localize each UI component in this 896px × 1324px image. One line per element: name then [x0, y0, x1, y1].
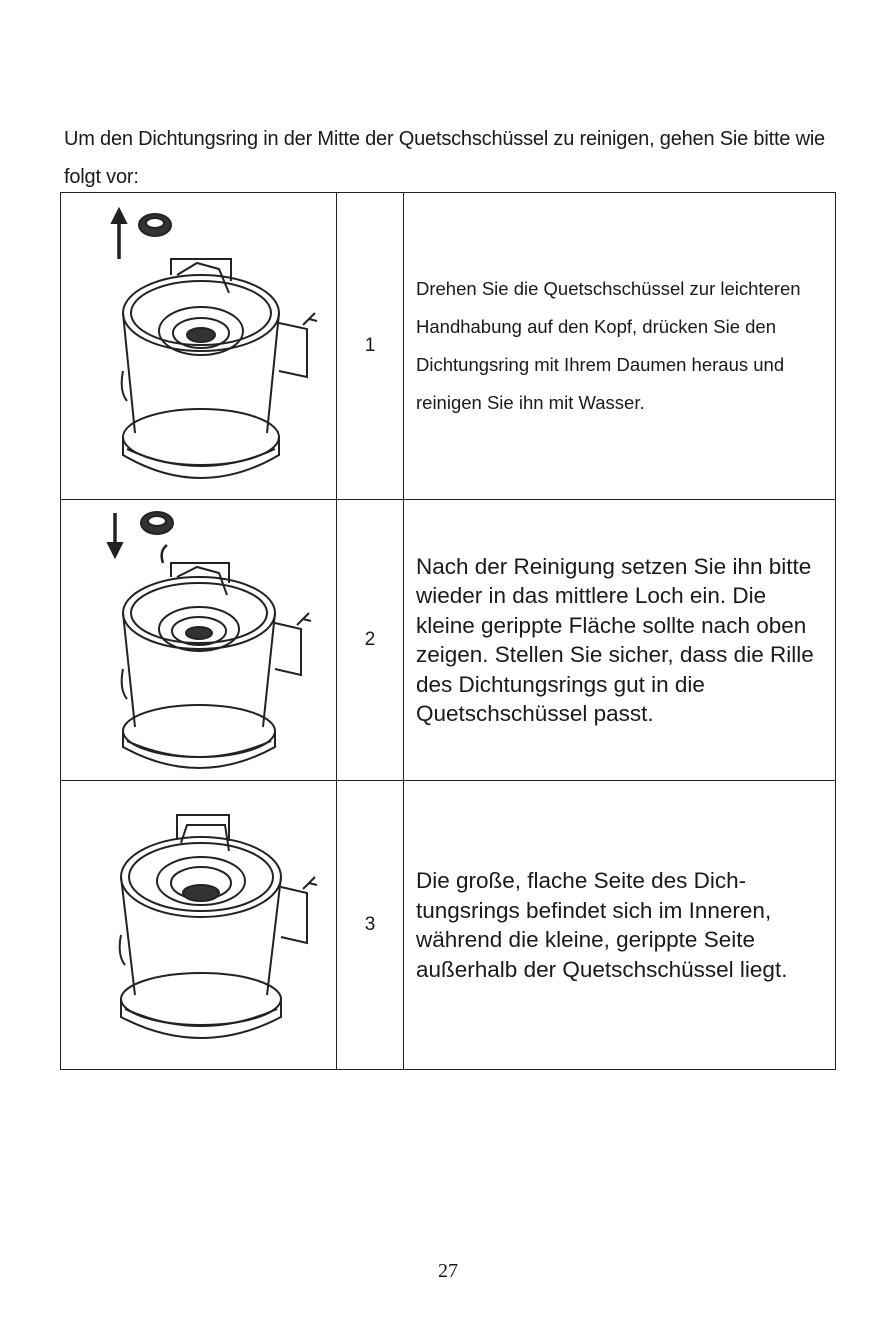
bowl-seal-insertion-illustration [79, 505, 319, 775]
instruction-table [60, 192, 836, 1070]
step-row-3 [61, 781, 836, 1070]
page-number: 27 [438, 1260, 458, 1282]
intro-text: Um den Dichtungsring in der Mitte der Quetschschüssel zu reinigen, gehen Sie bitte wie folgt vor: [64, 128, 825, 188]
step-2-illustration-cell [61, 500, 337, 781]
step-2-text: Nach der Reinigung setzen Sie ihn bitte wieder in das mittlere Loch ein. Die kleine gerippte Fläche sollte nach oben zeigen. Stellen Sie sicher, dass die Rille des Dichtungsrings gut in die Quetschschüssel passt. [404, 500, 836, 781]
bowl-seal-removal-illustration [79, 201, 319, 491]
step-3-text: Die große, flache Seite des Dich-tungsrings befindet sich im Inneren, während die kleine, gerippte Seite außerhalb der Quetschschüssel liegt. [404, 781, 836, 1070]
step-1-number: 1 [337, 193, 404, 500]
step-row-1 [61, 193, 836, 500]
step-2-number: 2 [337, 500, 404, 781]
step-row-2 [61, 500, 836, 781]
bowl-seal-installed-illustration [79, 795, 319, 1055]
step-3-number: 3 [337, 781, 404, 1070]
step-1-illustration-cell [61, 193, 337, 500]
step-1-text: Drehen Sie die Quetschschüssel zur leichteren Handhabung auf den Kopf, drücken Sie den Dichtungsring mit Ihrem Daumen heraus und reinigen Sie ihn mit Wasser. [404, 193, 836, 500]
step-3-illustration-cell [61, 781, 337, 1070]
